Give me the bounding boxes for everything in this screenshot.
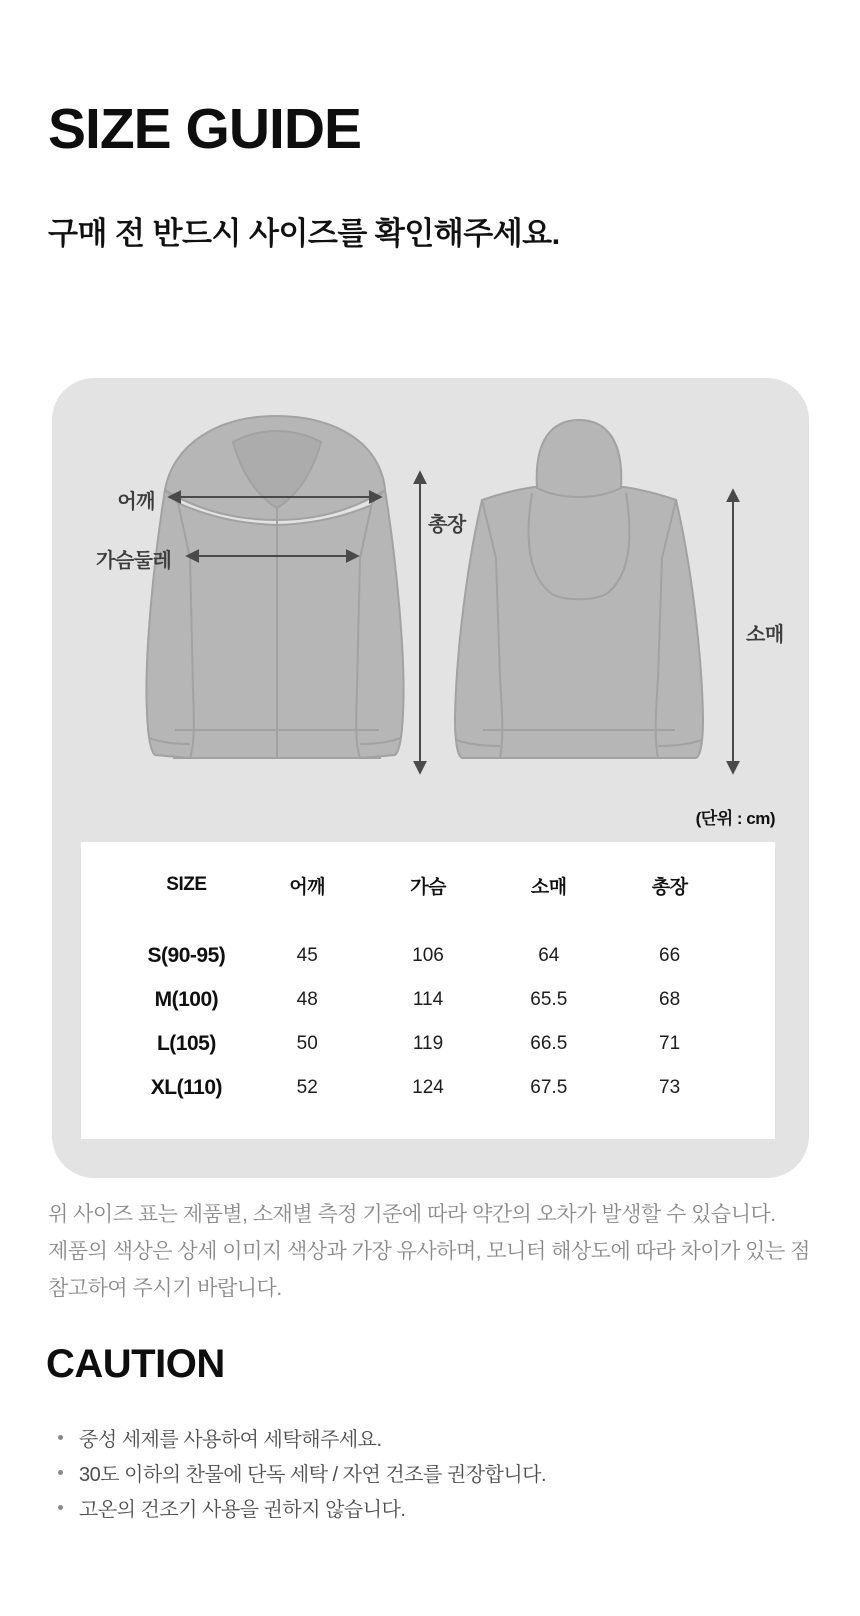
unit-note: (단위 : cm) (695, 809, 775, 828)
value-cell: 64 (538, 945, 560, 966)
size-cell: M(100) (154, 988, 219, 1011)
value-cell: 65.5 (530, 989, 568, 1010)
value-cell: 67.5 (530, 1077, 568, 1098)
measurement-diagram (52, 378, 809, 798)
note-line: 위 사이즈 표는 제품별, 소재별 측정 기준에 따라 약간의 오차가 발생할 수 있습니다. (48, 1203, 776, 1226)
value-cell: 106 (412, 945, 444, 966)
table-row-l (126, 1022, 730, 1066)
table-row-m (126, 978, 730, 1022)
value-cell: 66 (659, 945, 681, 966)
sleeve-label: 소매 (746, 624, 784, 646)
note-line: 참고하여 주시기 바랍니다. (48, 1277, 282, 1300)
column-header-length: 총장 (651, 876, 688, 898)
note-line: 제품의 색상은 상세 이미지 색상과 가장 유사하며, 모니터 해상도에 따라 차이가 있는 점 (48, 1240, 810, 1263)
value-cell: 68 (659, 989, 681, 1010)
page-subtitle: 구매 전 반드시 사이즈를 확인해주세요. (48, 216, 560, 251)
value-cell: 73 (659, 1077, 681, 1098)
caution-item (58, 1455, 818, 1490)
size-table-body (126, 934, 730, 1110)
value-cell: 45 (296, 945, 318, 966)
column-header-shoulder: 어깨 (289, 876, 326, 898)
length-label: 총장 (428, 514, 466, 536)
caution-item (58, 1490, 818, 1525)
value-cell: 52 (296, 1077, 318, 1098)
caution-title: CAUTION (46, 1342, 225, 1386)
value-cell: 124 (412, 1077, 444, 1098)
chest-label: 가슴둘레 (96, 550, 172, 572)
value-cell: 48 (296, 989, 318, 1010)
table-row-s (126, 934, 730, 978)
value-cell: 114 (412, 989, 444, 1010)
value-cell: 50 (296, 1033, 318, 1054)
size-table-header (126, 862, 730, 908)
size-notes (48, 1196, 828, 1307)
caution-item-text: 30도 이하의 찬물에 단독 세탁 / 자연 건조를 권장합니다. (79, 1464, 547, 1486)
size-cell: S(90-95) (147, 944, 226, 967)
table-row-xl (126, 1066, 730, 1110)
caution-list (58, 1420, 818, 1525)
size-cell: L(105) (156, 1032, 216, 1055)
size-cell: XL(110) (150, 1076, 222, 1099)
page-title: SIZE GUIDE (48, 97, 362, 161)
caution-item-text: 고온의 건조기 사용을 권하지 않습니다. (79, 1499, 406, 1521)
caution-item-text: 중성 세제를 사용하여 세탁해주세요. (79, 1429, 382, 1451)
bullet-dot-icon (58, 1435, 63, 1440)
column-header-size: SIZE (166, 874, 207, 895)
size-table (81, 842, 775, 1139)
bullet-dot-icon (58, 1470, 63, 1475)
value-cell: 119 (412, 1033, 444, 1054)
size-guide-panel (52, 378, 809, 1178)
caution-item (58, 1420, 818, 1455)
bullet-dot-icon (58, 1505, 63, 1510)
column-header-sleeve: 소매 (530, 876, 567, 898)
value-cell: 71 (659, 1033, 681, 1054)
value-cell: 66.5 (530, 1033, 568, 1054)
shoulder-label: 어깨 (117, 491, 155, 513)
measurement-arrows (52, 378, 809, 798)
column-header-chest: 가슴 (410, 876, 446, 898)
